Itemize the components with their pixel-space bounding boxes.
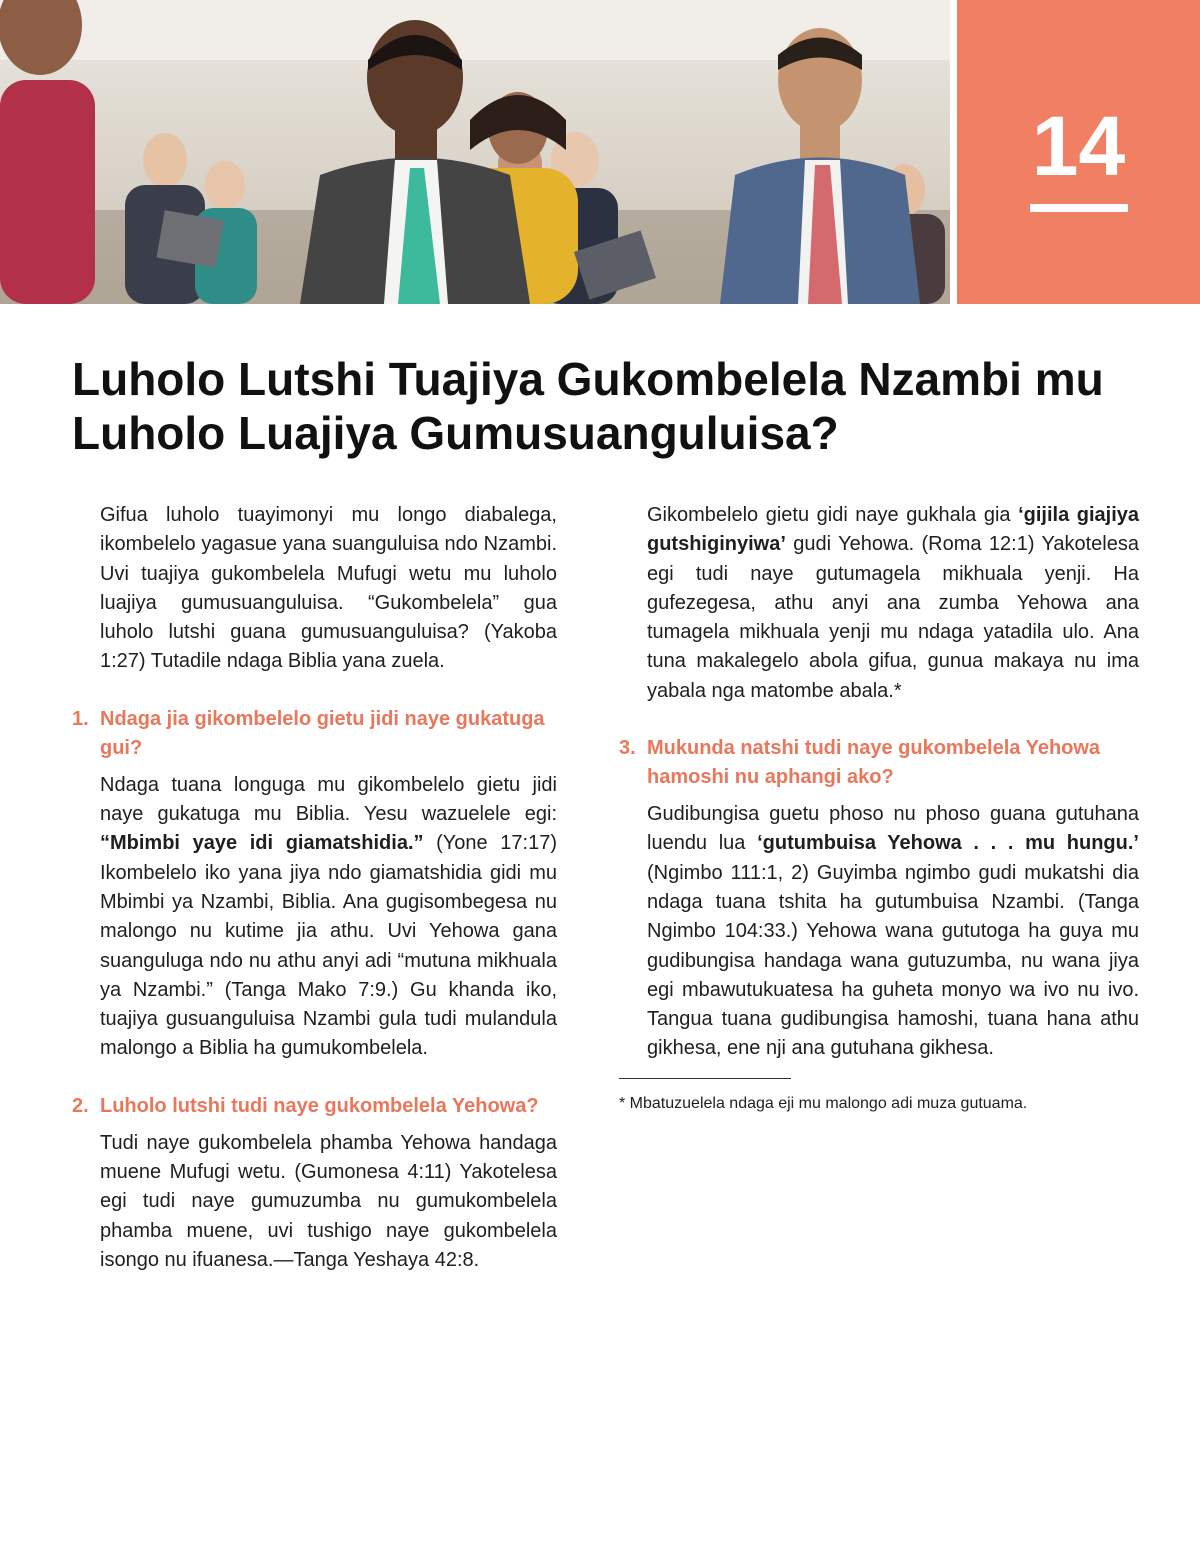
question-3 — [619, 734, 1139, 792]
lesson-number-underline — [1030, 204, 1128, 212]
page-title: Luholo Lutshi Tuajiya Gukombelela Nzambi mu Luholo Luajiya Gumusuanguluisa? — [72, 353, 1104, 459]
question-1 — [72, 705, 557, 763]
answer-3-paragraph — [647, 800, 1139, 1064]
answer-1-paragraph — [100, 771, 557, 1064]
lesson-number: 14 — [1031, 99, 1126, 193]
answer-2-paragraph-2 — [647, 501, 1139, 706]
column-right — [619, 501, 1139, 1115]
question-text: Mukunda natshi tudi naye gukombelela Yehowa hamoshi nu aphangi ako? — [647, 737, 1101, 789]
question-text: Luholo lutshi tudi naye gukombelela Yehowa? — [100, 1094, 539, 1117]
scripture-quote: “Mbimbi yaye idi giamatshidia.” — [100, 832, 424, 855]
answer-text: gudi Yehowa. (Roma 12:1) Yakotelesa egi tudi naye gutumagela mikhuala yenji. Ha gufezegesa, athu anyi ana zumba Yehowa ana tumagela mikhuala yenji mu ndaga yatadila ulo. Ana tuna makalegelo abola gifua, gunua makaya nu ima yabala nga matombe abala.* — [647, 533, 1139, 702]
answer-text: Gikombelelo gietu gidi naye gukhala gia — [647, 504, 1019, 526]
lesson-badge — [957, 0, 1200, 304]
question-number: 3. — [619, 737, 636, 760]
column-left — [72, 501, 557, 1287]
scripture-quote: ‘gutumbuisa Yehowa . . . mu hungu.’ — [757, 832, 1139, 855]
answer-2-paragraph-1: Tudi naye gukombelela phamba Yehowa handaga muene Mufugi wetu. (Gumonesa 4:11) Yakotelesa egi tudi naye gumuzumba nu gumukombelela phamba muene, uvi tushigo naye gukombelela isongo nu ifuanesa.—Tanga Yeshaya 42:8. — [100, 1131, 557, 1271]
question-number: 1. — [72, 707, 89, 730]
answer-text: (Ngimbo 111:1, 2) Guyimba ngimbo gudi mukatshi dia ndaga tuana tshita ha gutumbuisa Nzambi. (Tanga Ngimbo 104:33.) Yehowa wana gututoga ha guya mu gudibungisa handaga wana gutuzumba, nu wana jiya egi mbawutukuatesa ha guheta monyo wa ivo nu ivo. Tangua tuana gudibungisa hamoshi, tuana hana athu gikhesa, ene nji ana gutuhana gikhesa. — [647, 861, 1139, 1060]
question-2 — [72, 1092, 557, 1121]
answer-text: Gudibungisa guetu phoso nu phoso guana gutuhana luendu lua — [647, 803, 1139, 855]
intro-paragraph: Gifua luholo tuayimonyi mu longo diabalega, ikombelelo yagasue yana suanguluisa ndo Nzambi. Uvi tuajiya gukombelela Mufugi wetu mu luholo luajiya gumusuanguluisa. “Gukombelela” gua luholo lutshi guana gumusuanguluisa? (Yakoba 1:27) Tutadile ndaga Biblia yana zuela. — [100, 504, 557, 673]
question-text: Ndaga jia gikombelelo gietu jidi naye gukatuga gui? — [100, 707, 545, 759]
hero-photo — [0, 0, 950, 304]
footnote-divider — [619, 1078, 791, 1079]
answer-text: (Yone 17:17) Ikombelelo iko yana jiya ndo giamatshidia gidi mu Mbimbi ya Nzambi, Biblia. Ana gugisombegesa nu malongo nu kutime jia athu. Uvi Yehowa gana suanguluga ndo nu athu anyi adi “mutuna mikhuala ya Nzambi.” (Tanga Mako 7:9.) Gu khanda iko, tuajiya gusuanguluisa Nzambi gula tudi mulandula malongo a Biblia ha gumukombelela. — [100, 832, 558, 1060]
scripture-quote: ‘gijila giajiya gutshiginyiwa’ — [647, 504, 1140, 556]
congregation-singing-illustration — [0, 0, 950, 304]
question-number: 2. — [72, 1094, 89, 1117]
footnote: * Mbatuzuelela ndaga eji mu malongo adi muza gutuama. — [619, 1094, 1028, 1112]
answer-text: Ndaga tuana longuga mu gikombelelo gietu jidi naye gukatuga mu Biblia. Yesu wazuelele egi: — [100, 773, 557, 826]
header — [0, 0, 1200, 304]
